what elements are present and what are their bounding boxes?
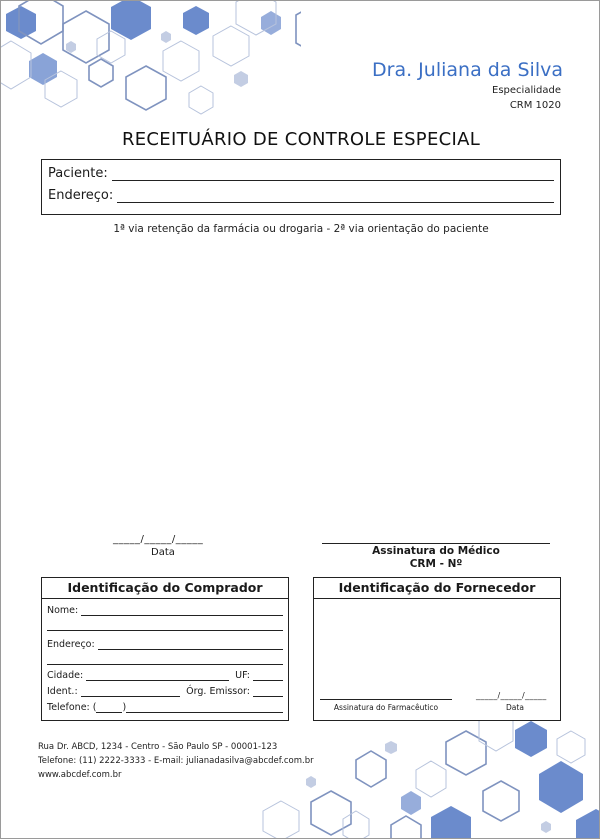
footer-address: Rua Dr. ABCD, 1234 - Centro - São Paulo SP - 00001-123 xyxy=(38,742,278,752)
patient-address-field[interactable] xyxy=(117,190,554,203)
patient-name-label: Paciente: xyxy=(48,166,108,181)
hexagon-pattern-top xyxy=(1,1,301,121)
buyer-name-row xyxy=(47,605,283,616)
buyer-address-extra-field[interactable] xyxy=(47,655,283,665)
patient-name-field[interactable] xyxy=(112,168,554,181)
buyer-city-field[interactable] xyxy=(86,671,229,681)
supplier-box-title: Identificação do Fornecedor xyxy=(314,578,560,599)
buyer-issuer-label: Órg. Emissor: xyxy=(186,686,250,697)
buyer-address-row xyxy=(47,639,283,650)
buyer-phone-paren: ) xyxy=(122,702,127,713)
buyer-address-label: Endereço: xyxy=(47,639,95,650)
patient-box xyxy=(41,159,561,215)
buyer-city-row xyxy=(47,670,283,681)
prescription-date-field[interactable]: _____/_____/_____ xyxy=(113,534,204,545)
buyer-phone-label: Telefone: ( xyxy=(47,702,97,713)
supplier-date-label: Data xyxy=(506,703,524,712)
buyer-uf-field[interactable] xyxy=(253,671,283,681)
buyer-ident-row xyxy=(47,686,283,697)
copy-instructions: 1ª via retenção da farmácia ou drogaria - 2ª via orientação do paciente xyxy=(113,223,489,235)
patient-address-label: Endereço: xyxy=(48,188,114,203)
pharmacist-signature-line[interactable] xyxy=(320,699,452,700)
buyer-name-field[interactable] xyxy=(81,606,283,616)
doctor-crm-number-label: CRM - Nº xyxy=(409,558,463,570)
buyer-name-label: Nome: xyxy=(47,605,79,616)
buyer-address-field[interactable] xyxy=(98,640,283,650)
supplier-identification-box xyxy=(313,577,561,721)
buyer-uf-label: UF: xyxy=(235,670,250,681)
footer-website[interactable]: www.abcdef.com.br xyxy=(38,770,122,780)
doctor-name: Dra. Juliana da Silva xyxy=(372,59,563,81)
buyer-phone-field[interactable] xyxy=(126,703,283,713)
hexagon-pattern-bottom xyxy=(251,721,600,839)
buyer-ident-label: Ident.: xyxy=(47,686,78,697)
doctor-signature-line[interactable] xyxy=(322,543,550,544)
supplier-date-field[interactable]: _____/_____/_____ xyxy=(476,691,547,700)
buyer-identification-box xyxy=(41,577,289,721)
buyer-city-label: Cidade: xyxy=(47,670,84,681)
footer-contact: Telefone: (11) 2222-3333 - E-mail: julianadasilva@abcdef.com.br xyxy=(38,756,314,766)
doctor-signature-label: Assinatura do Médico xyxy=(372,545,500,557)
buyer-phone-row xyxy=(47,702,283,713)
buyer-phone-area-field[interactable] xyxy=(96,703,122,713)
buyer-ident-field[interactable] xyxy=(81,687,181,697)
buyer-box-title: Identificação do Comprador xyxy=(42,578,288,599)
buyer-name-extra-row xyxy=(47,621,283,631)
buyer-name-extra-field[interactable] xyxy=(47,621,283,631)
patient-address-row xyxy=(48,188,554,203)
pharmacist-signature-label: Assinatura do Farmacêutico xyxy=(333,703,439,712)
buyer-address-extra-row xyxy=(47,655,283,665)
prescription-date-label: Data xyxy=(151,547,175,558)
doctor-specialty: Especialidade xyxy=(492,85,561,96)
buyer-issuer-field[interactable] xyxy=(253,687,283,697)
page-title: RECEITUÁRIO DE CONTROLE ESPECIAL xyxy=(121,129,481,150)
patient-name-row xyxy=(48,166,554,181)
doctor-crm: CRM 1020 xyxy=(509,100,561,111)
